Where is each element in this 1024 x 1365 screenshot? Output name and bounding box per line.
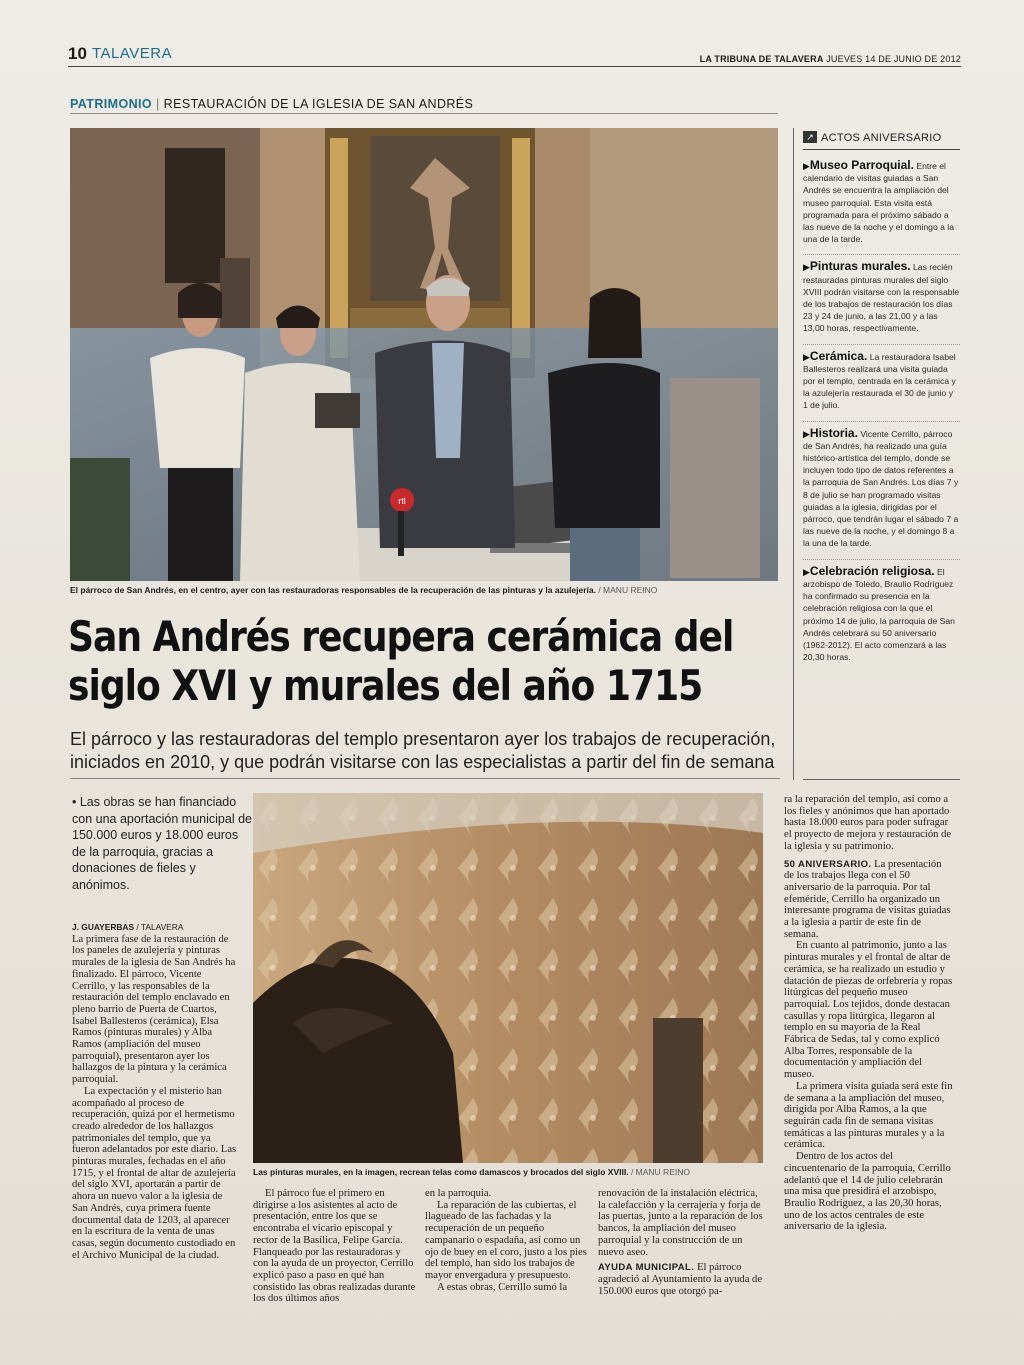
headline-line-1: San Andrés recupera cerámica del [68, 612, 734, 661]
paragraph: Dentro de los actos del cincuentenario de la parroquia, Cerrillo adelantó que el 14 de julio celebrarán una misa que presidirá el arzobispo, Braulio Rodríguez, a las 20,30 horas, uno de los actos centrales de este aniversario de la iglesia. [784, 1151, 951, 1233]
deck-rule [70, 778, 780, 779]
sidebar-actos [803, 128, 960, 780]
chart-trend-icon: ↗ [803, 131, 817, 143]
sidebar-header [803, 128, 960, 150]
subheadline [70, 728, 780, 774]
paragraph: A estas obras, Cerrillo sumó la [437, 1281, 568, 1293]
murals-photo [253, 793, 763, 1163]
subheadline-line-2: iniciados en 2010, y que podrán visitarse con las especialistas a partir del fin de semana [70, 752, 775, 772]
sidebar-item-pinturas: ▶Pinturas murales. Las recién restauradas pinturas murales del siglo XVIII podrán visitarse con la responsable de los trabajos de restauración los días 23 y 24 de junio, a las 21,00 y a las 13,00 horas, respectivamente. [803, 254, 960, 334]
arrow-icon: ▶ [803, 262, 810, 273]
sidebar-title: ACTOS ANIVERSARIO [821, 132, 942, 144]
masthead-name: LA TRIBUNA DE TALAVERA [699, 54, 824, 64]
arrow-icon: ▶ [803, 351, 810, 362]
paragraph: en la parroquia. [425, 1188, 492, 1199]
paragraph: En cuanto al patrimonio, junto a las pinturas murales y el frontal de altar de cerámica, se ha realizado un estudio y datación de piezas de orfebrería y ropas litúrgicas del pequeño museo parroquial. Los tejidos, donde destacan casullas y ropa litúrgica, llegaron al templo en su mayoría de la Real Fábrica de Sedas, tal y como explicó Alba Torres, responsable de la documentación y ampliación del museo. [784, 940, 953, 1081]
paragraph: La reparación de las cubiertas, el llagueado de las fachadas y la recuperación de un pequeño campanario o espadaña, así como un ojo de buey en el coro, justo a los pies del templo, han sido los trabajos de mayor envergadura y presupuesto. [425, 1199, 587, 1281]
main-photo-credit: / MANU REINO [598, 585, 658, 595]
summary-bullet: • Las obras se han financiado con una aportación municipal de 150.000 euros y 18.000 euros de la parroquia, gracias a donaciones de fieles y anónimos. [72, 795, 252, 892]
sidebar-item-ceramica: ▶Cerámica. La restauradora Isabel Ballesteros realizará una visita guiada por el templo, centrada en la cerámica y la azulejería restaurada el 30 de junio y 1 de julio. [803, 344, 960, 412]
subhead-aniversario: 50 ANIVERSARIO. [784, 858, 872, 870]
arrow-icon: ▶ [803, 566, 810, 577]
article-column-2 [253, 1188, 417, 1305]
paragraph: AYUDA MUNICIPAL. El párroco agradeció al Ayuntamiento la ayuda de 150.000 euros que otorgó pa- [598, 1262, 763, 1297]
header-rule [68, 66, 961, 67]
article-column-4 [598, 1188, 764, 1297]
kicker-category: PATRIMONIO [70, 97, 153, 111]
article-column-5 [784, 794, 954, 1233]
paragraph: renovación de la instalación eléctrica, la calefacción y la cerrajería y forja de las puertas, junto a la reparación de los bancos, la ampliación del museo parroquial y la construcción de un nuevo aseo. [598, 1188, 763, 1258]
byline: J. GUAYERBAS / TALAVERA [72, 922, 184, 932]
sidebar-item-celebracion: ▶Celebración religiosa. El arzobispo de Toledo, Braulio Rodríguez ha confirmado su presencia en la celebración religiosa con la que el próximo 14 de julio, la parroquia de San Andrés celebrará su 50 aniversario (1962-2012). El acto comenzará a las 20,30 horas. [803, 559, 960, 664]
sidebar-item-historia: ▶Historia. Vicente Cerrillo, párroco de San Andrés, ha realizado una guía histórico-artística del templo, donde se incluyen todo tipo de datos referentes a la parroquia de San Andrés. Los días 7 y 8 de julio se han programado visitas guiadas a la iglesia, dirigidas por el párroco, que tendrán lugar el sábado 7 a las nueve de la noche, y el domingo 8 a la una de la tarde. [803, 421, 960, 550]
paragraph: La primera fase de la restauración de los paneles de azulejería y pinturas murales de la iglesia de San Andrés ha finalizado. El párroco, Vicente Cerrillo, y las responsables de la restauración del templo enclavado en pleno barrio de Puerta de Cuartos, Isabel Ballesteros (cerámica), Elsa Ramos (pinturas murales) y Alba Ramos (ampliación del museo parroquial), presentaron ayer los hallazgos de la pintura y la cerámica parroquial. [72, 933, 236, 1086]
paragraph: 50 ANIVERSARIO. La presentación de los trabajos llega con el 50 aniversario de la parroquia. Por tal efeméride, Cerrillo ha organizado un interesante programa de visitas guiadas a la iglesia a partir de este fin de semana. [784, 858, 951, 940]
sidebar-bottom-rule [803, 779, 960, 780]
headline [68, 612, 773, 710]
main-photo [70, 128, 778, 581]
subheadline-line-1: El párroco y las restauradoras del templo presentaron ayer los trabajos de recuperación, [70, 729, 776, 749]
kicker: PATRIMONIO | RESTAURACIÓN DE LA IGLESIA DE SAN ANDRÉS [70, 97, 474, 111]
sidebar-divider [793, 128, 794, 780]
mic-label: rtl [398, 496, 406, 506]
masthead [700, 54, 961, 64]
paragraph: El párroco fue el primero en dirigirse a los asistentes al acto de presentación, entre los que se encontraba el vicario episcopal y rector de la Basílica, Felipe García. Flanqueado por las restauradoras y con la ayuda de un proyector, Cerrillo explicó paso a paso en qué han consistido las obras realizadas durante los dos últimos años [253, 1188, 416, 1305]
arrow-icon: ▶ [803, 428, 810, 439]
subhead-ayuda: AYUDA MUNICIPAL. [598, 1262, 695, 1274]
paragraph: La expectación y el misterio han acompañado al proceso de recuperación, quizá por el hermetismo creado alrededor de los hallazgos patrimoniales del templo, que ya fueron adelantados por este diario. Las pinturas murales, fechadas en el año 1715, y el frontal de altar de azulejería del siglo XVI, aportarán a partir de ahora un nuevo valor a la iglesia de San Andrés, cuya primera fuente documental data de 1203, al aparecer en la escritura de la venta de unas casas, según documento custodiado en el Archivo Municipal de la ciudad. [72, 1085, 237, 1261]
paragraph: La primera visita guiada será este fin de semana a la ampliación del museo, dirigida por Alba Ramos, a la que seguirán cada fin de semana visitas temáticas a las pinturas murales y a la cerámica. [784, 1080, 953, 1151]
main-photo-caption: El párroco de San Andrés, en el centro, ayer con las restauradoras responsables de la recuperación de las pinturas y la azulejería. / MANU REINO [70, 585, 658, 595]
article-column-3 [425, 1188, 589, 1293]
arrow-icon: ▶ [803, 161, 810, 171]
murals-photo-credit: / MANU REINO [630, 1167, 690, 1177]
paragraph: ra la reparación del templo, así como a los fieles y anónimos que han aportado hasta 18.000 euros para poder sufragar el proyecto de mejora y restauración de la iglesia y su patrimonio. [784, 794, 952, 852]
headline-line-2: siglo XVI y murales del año 1715 [68, 661, 703, 710]
article-column-1 [72, 922, 238, 1261]
murals-photo-caption: Las pinturas murales, en la imagen, recrean telas como damascos y brocados del siglo XVIII. / MANU REINO [253, 1167, 690, 1177]
page-number: 10 [68, 44, 87, 63]
kicker-topic: RESTAURACIÓN DE LA IGLESIA DE SAN ANDRÉS [163, 97, 474, 111]
sidebar-item-museo: ▶Museo Parroquial. Entre el calendario de visitas guiadas a San Andrés se encuentra la ampliación del museo parroquial. Esta visita está programada para el próximo sábado a las nueve de la noche y el domingo a la una de la tarde. [803, 158, 954, 245]
kicker-rule [70, 113, 778, 114]
masthead-date: JUEVES 14 DE JUNIO DE 2012 [826, 54, 961, 64]
section-name: TALAVERA [92, 45, 173, 62]
